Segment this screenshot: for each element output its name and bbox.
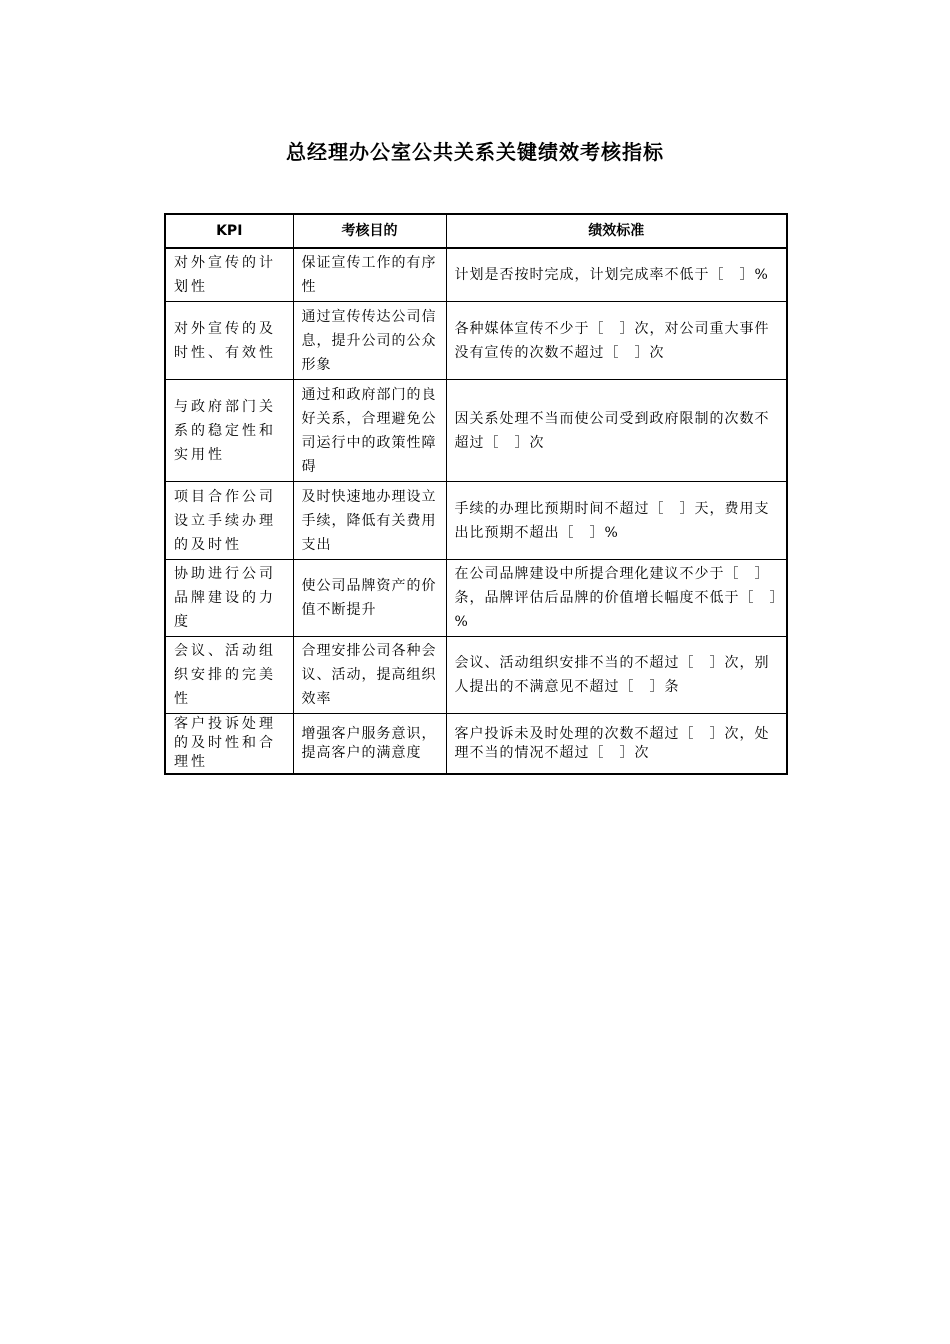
kpi-cell: 与政府部门关系的稳定性和实用性: [165, 380, 293, 482]
standard-cell: 客户投诉未及时处理的次数不超过［ ］次，处理不当的情况不超过［ ］次: [446, 714, 787, 775]
header-purpose: 考核目的: [293, 214, 446, 248]
purpose-cell: 通过宣传传达公司信息，提升公司的公众形象: [293, 302, 446, 380]
page-title: 总经理办公室公共关系关键绩效考核指标: [286, 140, 664, 164]
header-kpi: KPI: [165, 214, 293, 248]
table-row: [165, 248, 787, 302]
standard-cell: 在公司品牌建设中所提合理化建议不少于［ ］条，品牌评估后品牌的价值增长幅度不低于［ ］%: [446, 560, 787, 637]
purpose-cell: 合理安排公司各种会议、活动，提高组织效率: [293, 637, 446, 714]
standard-cell: 手续的办理比预期时间不超过［ ］天，费用支出比预期不超出［ ］%: [446, 482, 787, 560]
standard-cell: 计划是否按时完成，计划完成率不低于［ ］%: [446, 248, 787, 302]
kpi-cell: 项目合作公司设立手续办理的及时性: [165, 482, 293, 560]
table-row: [165, 714, 787, 775]
kpi-cell: 对外宣传的计划性: [165, 248, 293, 302]
purpose-cell: 增强客户服务意识，提高客户的满意度: [293, 714, 446, 775]
table-header-row: [165, 214, 787, 248]
kpi-table: [164, 213, 788, 775]
purpose-cell: 及时快速地办理设立手续，降低有关费用支出: [293, 482, 446, 560]
standard-cell: 会议、活动组织安排不当的不超过［ ］次，别人提出的不满意见不超过［ ］条: [446, 637, 787, 714]
kpi-cell: 会议、活动组织安排的完美性: [165, 637, 293, 714]
table-row: [165, 637, 787, 714]
standard-cell: 因关系处理不当而使公司受到政府限制的次数不超过［ ］次: [446, 380, 787, 482]
table-row: [165, 560, 787, 637]
header-standard: 绩效标准: [446, 214, 787, 248]
kpi-cell: 协助进行公司品牌建设的力度: [165, 560, 293, 637]
table-row: [165, 302, 787, 380]
table-row: [165, 380, 787, 482]
table-row: [165, 482, 787, 560]
kpi-cell: 客户投诉处理的及时性和合理性: [165, 714, 293, 775]
purpose-cell: 保证宣传工作的有序性: [293, 248, 446, 302]
purpose-cell: 使公司品牌资产的价值不断提升: [293, 560, 446, 637]
purpose-cell: 通过和政府部门的良好关系，合理避免公司运行中的政策性障碍: [293, 380, 446, 482]
standard-cell: 各种媒体宣传不少于［ ］次，对公司重大事件没有宣传的次数不超过［ ］次: [446, 302, 787, 380]
kpi-cell: 对外宣传的及时性、有效性: [165, 302, 293, 380]
